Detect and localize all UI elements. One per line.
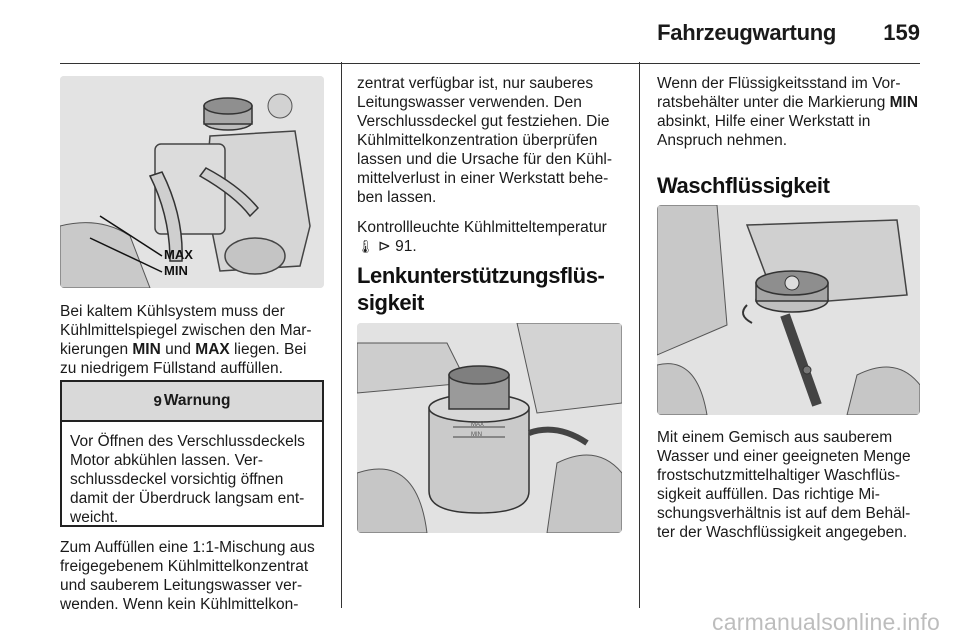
warning-text: Vor Öffnen des Verschlussdeckels Motor abkühlen lassen. Verschlussdeckel vorsichtig öffnen damit der Überdruck langsam entweicht. [70,433,305,526]
fig2-max-label: MAX [471,422,485,428]
power-steering-reservoir-drawing [357,323,622,533]
warning-title: Warnung [163,392,231,409]
col3-para2 [657,428,922,542]
washer-symbol-icon [785,276,799,290]
col2-para2 [357,218,625,256]
washer-fluid-reservoir-illustration [657,205,920,415]
col1-para1 [60,302,326,378]
col1-para1-min: MIN [132,341,161,358]
fig2-min-label: MIN [471,432,482,438]
power-steering-reservoir-illustration [357,323,622,533]
col3-para1-min: MIN [889,94,919,111]
warning-triangle-icon: 9 [153,392,162,410]
col2-page-reference: ⊳ 91. [373,238,417,255]
col1-para1-text-b: und [160,341,196,358]
column-divider-1 [341,62,342,608]
col1-para1-text-a: Bei kaltem Kühlsystem muss der Kühlmittelspiegel zwischen den Markierungen [60,303,312,358]
col1-para1-max: MAX [195,341,230,358]
section-title: Fahrzeugwartung [657,20,836,45]
washer-fluid-reservoir-drawing [657,205,920,415]
col3-para2-text: Mit einem Gemisch aus sauberem Wasser und einer geeigneten Menge frostschutzmittelhaltiger Waschflüssigkeit auffüllen. Das richtige Mischungsverhältnis ist auf dem Behälter der Waschflüssigkeit angegeben. [657,429,911,541]
fig1-max-label: MAX [164,247,193,262]
warning-header [62,382,322,422]
page-number: 159 [883,20,920,45]
col1-para2-text: Zum Auffüllen eine 1:1-Mischung aus freigegebenem Kühlmittelkonzentrat und sauberem Leitungswasser verwenden. Wenn kein Kühlmittelkon- [60,539,315,613]
heading-power-steering-fluid: Lenkunterstützungsflüssigkeit [357,263,605,315]
col2-para2-text: Kontrollleuchte Kühlmitteltemperatur [357,219,607,236]
warning-box [60,380,324,527]
col1-para2 [60,538,330,614]
col3-para1 [657,74,922,150]
col2-para1 [357,74,625,207]
fig1-min-label: MIN [164,263,188,278]
col3-para1-text-a: Wenn der Flüssigkeitsstand im Vorratsbehälter unter die Markierung [657,75,901,111]
coolant-reservoir-illustration [60,76,324,288]
heading-washer-fluid: Waschflüssigkeit [657,173,830,198]
col1-para1-text-c: liegen. Bei zu niedrigem Füllstand auffüllen. [60,341,307,377]
column-divider-2 [639,62,640,608]
col3-para1-text-b: absinkt, Hilfe einer Werkstatt in Anspruch nehmen. [657,113,871,149]
coolant-temperature-icon: 🌡 [357,239,374,254]
col2-para1-text: zentrat verfügbar ist, nur sauberes Leitungswasser verwenden. Den Verschlussdeckel gut festziehen. Die Kühlmittelkonzentration überprüfen lassen und die Ursache für den Kühlmittelverlust in einer Werkstatt beheben lassen. [357,75,613,206]
coolant-reservoir-drawing [60,76,324,288]
page-header [0,16,960,56]
watermark: carmanualsonline.info [712,609,940,635]
header-rule [60,63,920,64]
